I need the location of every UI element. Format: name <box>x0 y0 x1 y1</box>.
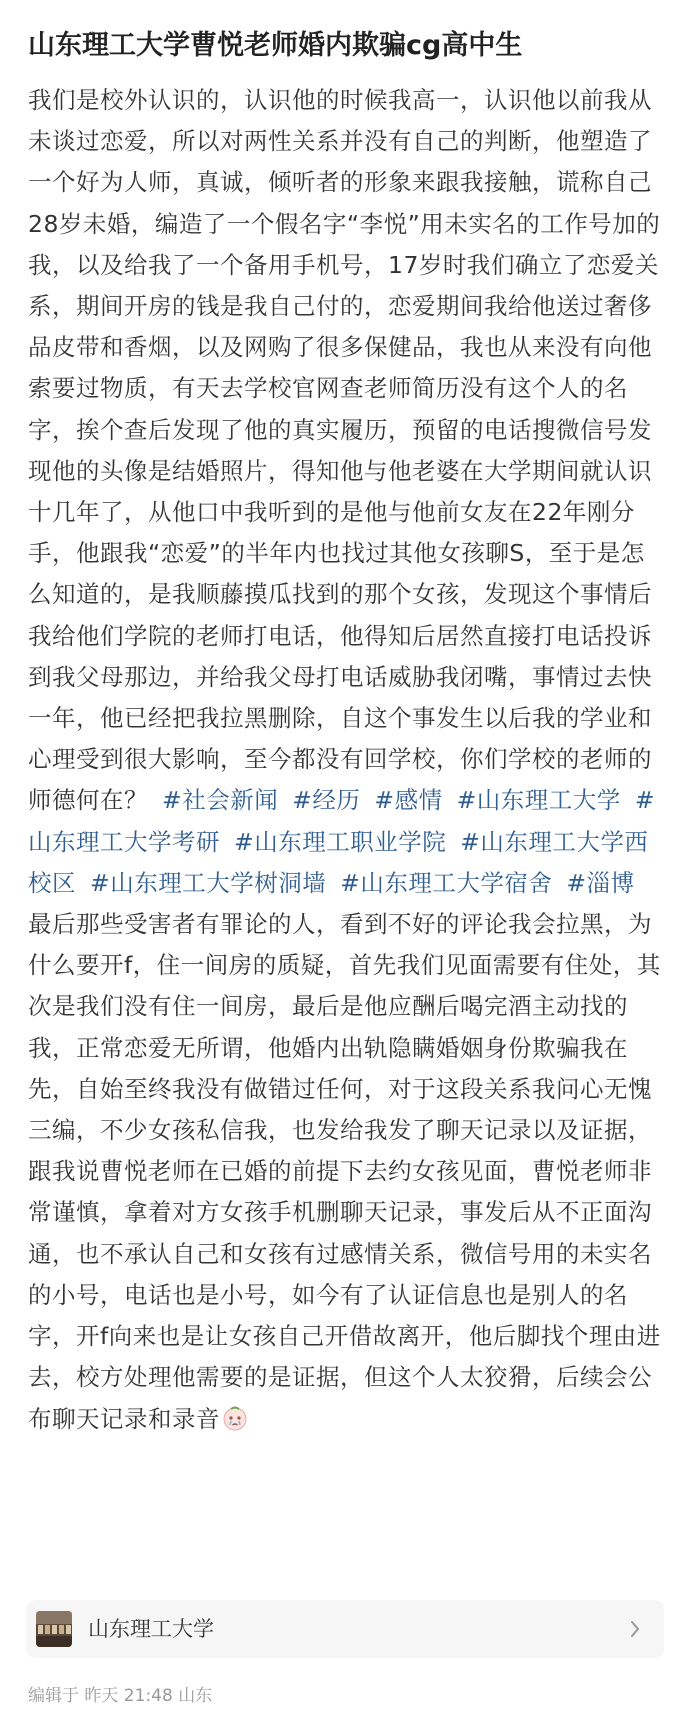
location-photo-icon <box>36 1611 72 1647</box>
topic-tag[interactable]: #经历 <box>292 786 361 815</box>
topic-tag[interactable]: #山东理工职业学院 <box>234 827 447 856</box>
topic-tag[interactable]: #山东理工大学宿舍 <box>340 868 553 897</box>
topic-tag[interactable]: #山东理工大学树洞墙 <box>90 868 327 897</box>
location-card[interactable] <box>26 1600 664 1658</box>
post-text-main: 我们是校外认识的，认识他的时候我高一，认识他以前我从未谈过恋爱，所以对两性关系并没有自己的判断，他塑造了一个好为人师，真诚，倾听者的形象来跟我接触，谎称自己28岁未婚，编造了一个假名字“李悦”用未实名的工作号加的我，以及给我了一个备用手机号，17岁时我们确立了恋爱关系，期间开房的钱是我自己付的，恋爱期间我给他送过奢侈品皮带和香烟，以及网购了很多保健品，我也从来没有向他索要过物质，有天去学校官网查老师简历没有这个人的名字，挨个查后发现了他的真实履历，预留的电话搜微信号发现他的头像是结婚照片，得知他与他老婆在大学期间就认识十几年了，从他口中我听到的是他与他前女友在22年刚分手，他跟我“恋爱”的半年内也找过其他女孩聊S，至于是怎么知道的，是我顺藤摸瓜找到的那个女孩，发现这个事情后我给他们学院的老师打电话，他得知后居然直接打电话投诉到我父母那边，并给我父母打电话威胁我闭嘴，事情过去快一年，他已经把我拉黑删除，自这个事发生以后我的学业和心理受到很大影响，至今都没有回学校，你们学校的老师的师德何在？ <box>28 86 661 815</box>
page-title: 山东理工大学曹悦老师婚内欺骗cg高中生 <box>28 30 523 61</box>
post-body <box>28 80 668 1440</box>
chevron-right-icon[interactable] <box>630 1620 640 1638</box>
topic-tag[interactable]: #淄博 <box>566 868 635 897</box>
location-name[interactable]: 山东理工大学 <box>88 1617 214 1641</box>
location-thumbnail <box>36 1611 72 1647</box>
post-paragraph-update-1: 最后那些受害者有罪论的人，看到不好的评论我会拉黑，为什么要开f，住一间房的质疑，首先我们见面需要有住处，其次是我们没有住一间房，最后是他应酬后喝完酒主动找的我，正常恋爱无所谓，他婚内出轨隐瞒婚姻身份欺骗我在先，自始至终我没有做错过任何，对于这段关系我问心无愧 <box>28 910 661 1103</box>
topic-tag[interactable]: #山东理工大学 <box>456 786 621 815</box>
post-meta: 编辑于 昨天 21:48 山东 <box>28 1686 213 1706</box>
post-text-update-2: 三编，不少女孩私信我，也发给我发了聊天记录以及证据，跟我说曹悦老师在已婚的前提下去约女孩见面，曹悦老师非常谨慎，拿着对方女孩手机删聊天记录，事发后从不正面沟通，也不承认自己和女孩有过感情关系，微信号用的未实名的小号，电话也是小号，如今有了认证信息也是别人的名字，开f向来也是让女孩自己开借故离开，他后脚找个理由进去，校方处理他需要的是证据，但这个人太狡猾，后续会公布聊天记录和录音 <box>28 1116 661 1433</box>
crying-face-emoji-icon <box>222 1405 248 1431</box>
topic-tag[interactable]: #山东理工大学考研 <box>28 786 656 856</box>
post-paragraph-main <box>28 80 668 904</box>
post-paragraph-update-2 <box>28 1110 668 1440</box>
topic-tag[interactable]: #感情 <box>374 786 443 815</box>
topic-tag[interactable]: #社会新闻 <box>162 786 279 815</box>
topic-tag[interactable]: #山东理工大学西校区 <box>28 827 649 897</box>
